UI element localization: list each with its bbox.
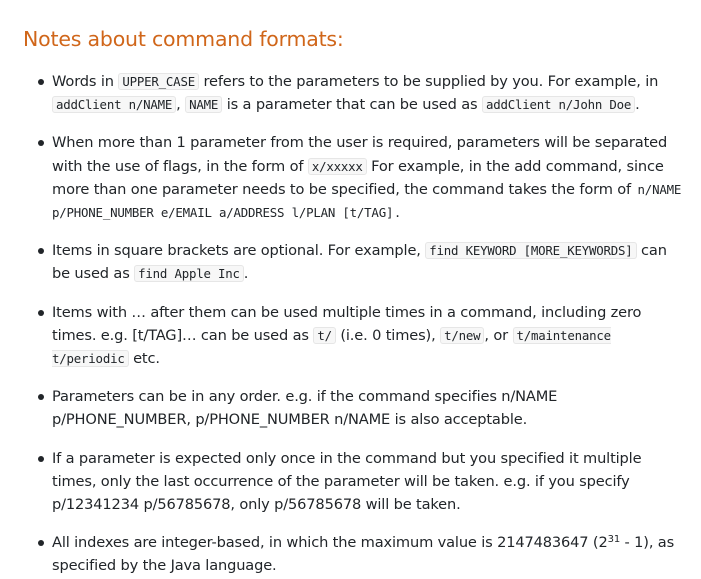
inline-code: find Apple Inc [134,265,244,282]
note-text: If a parameter is expected only once in the command but you specified it multiple times, only the last occurrence of the parameter will be taken. e.g. if you specify p/12341234 p/56785678, only p/56785678 will be taken. [52,449,642,514]
note-text: Items with … after them can be used multiple times in a command, including zero times. e.g. [t/TAG]… can be used as [52,303,642,344]
inline-code: t/new [440,327,484,344]
note-parameter-order [23,385,687,431]
note-text: . [395,204,400,222]
note-flags [23,131,687,224]
note-text: , or [484,326,513,344]
note-text: , [176,96,186,114]
note-text: . [635,96,640,114]
inline-code: x/xxxxx [308,158,367,175]
note-text: When more than 1 parameter from the user is required, parameters will be separated with the use of flags, in the form of [52,134,668,175]
note-text: Items in square brackets are optional. For example, [52,242,426,260]
note-multiple-items [23,301,687,371]
inline-code: n/NAME p/PHONE_NUMBER e/EMAIL a/ADDRESS l/PLAN [t/TAG] [52,181,682,221]
note-text: refers to the parameters to be supplied by you. For example, in [198,73,659,90]
note-text: . [243,265,249,283]
note-text: All indexes are integer-based, in which the maximum value is 2147483647 (2 [52,534,608,552]
note-repeated-parameter [23,447,687,517]
note-text: - 1), as specified by the Java language. [52,534,675,575]
exponent: 31 [607,534,621,546]
notes-list [23,70,687,578]
note-text: is a parameter that can be used as [222,96,482,114]
note-upper-case [23,70,687,116]
inline-code: UPPER_CASE [118,73,199,90]
section-heading: Notes about command formats: [23,27,344,51]
note-optional-items [23,239,687,285]
inline-code: t/ [313,327,336,344]
inline-code: find KEYWORD [MORE_KEYWORDS] [425,242,636,259]
inline-code: NAME [185,96,222,113]
note-text: etc. [128,350,160,368]
note-text: For example, in the add command, since more than one parameter needs to be specified, the command takes the form of [52,157,664,198]
inline-code: t/maintenance t/periodic [52,327,611,367]
inline-code: addClient n/John Doe [482,96,635,113]
note-text: Parameters can be in any order. e.g. if the command specifies n/NAME p/PHONE_NUMBER, p/PHONE_NUMBER n/NAME is also acceptable. [52,388,558,429]
inline-code: addClient n/NAME [52,96,176,113]
note-text: (i.e. 0 times), [335,326,441,344]
note-text: can be used as [52,242,667,283]
note-indexes [23,531,687,577]
note-text: Words in [52,73,119,90]
